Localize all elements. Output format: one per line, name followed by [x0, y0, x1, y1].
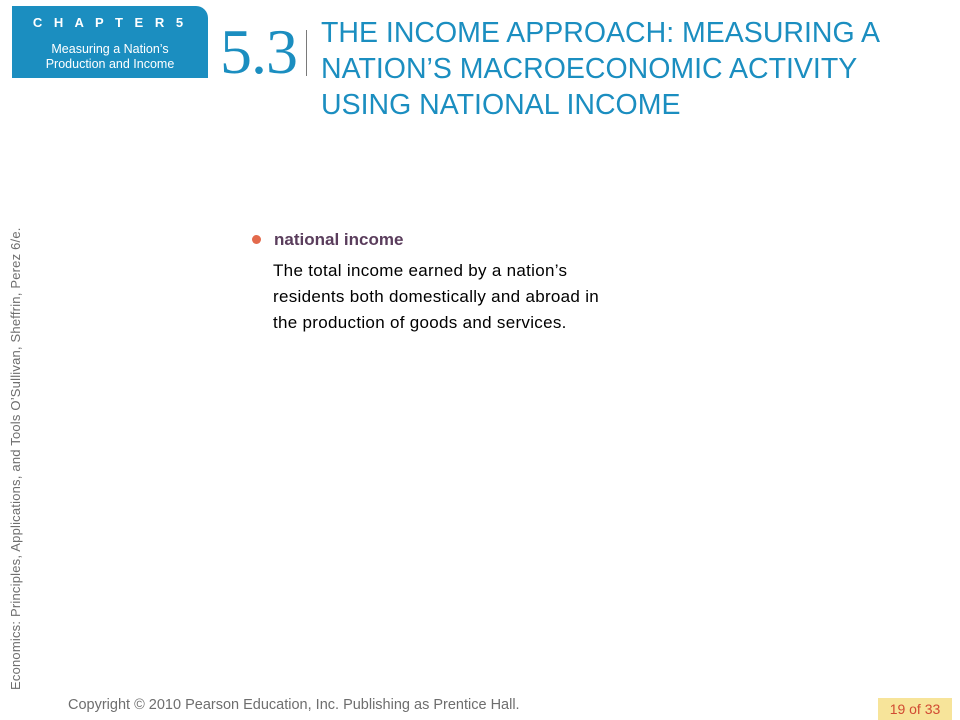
section-number: 5.3 — [220, 16, 297, 87]
page-indicator: 19 of 33 — [878, 698, 952, 720]
chapter-subtitle-line-1: Measuring a Nation’s — [51, 42, 169, 56]
chapter-tab — [12, 6, 208, 78]
chapter-subtitle — [12, 42, 208, 72]
book-citation: Economics: Principles, Applications, and Tools O’Sullivan, Sheffrin, Perez 6/e. — [8, 227, 23, 690]
section-title: THE INCOME APPROACH: MEASURING A NATION’S MACROECONOMIC ACTIVITY USING NATIONAL INCOME — [321, 17, 879, 121]
bullet-icon — [252, 235, 261, 244]
section-divider — [306, 30, 307, 76]
chapter-subtitle-line-2: Production and Income — [45, 57, 175, 71]
chapter-label: C H A P T E R 5 — [32, 15, 188, 30]
definition-text: The total income earned by a nation’s residents both domestically and abroad in the production of goods and services. — [273, 261, 600, 332]
definition-term: national income — [274, 230, 404, 249]
copyright-notice: Copyright © 2010 Pearson Education, Inc. Publishing as Prentice Hall. — [68, 697, 520, 713]
